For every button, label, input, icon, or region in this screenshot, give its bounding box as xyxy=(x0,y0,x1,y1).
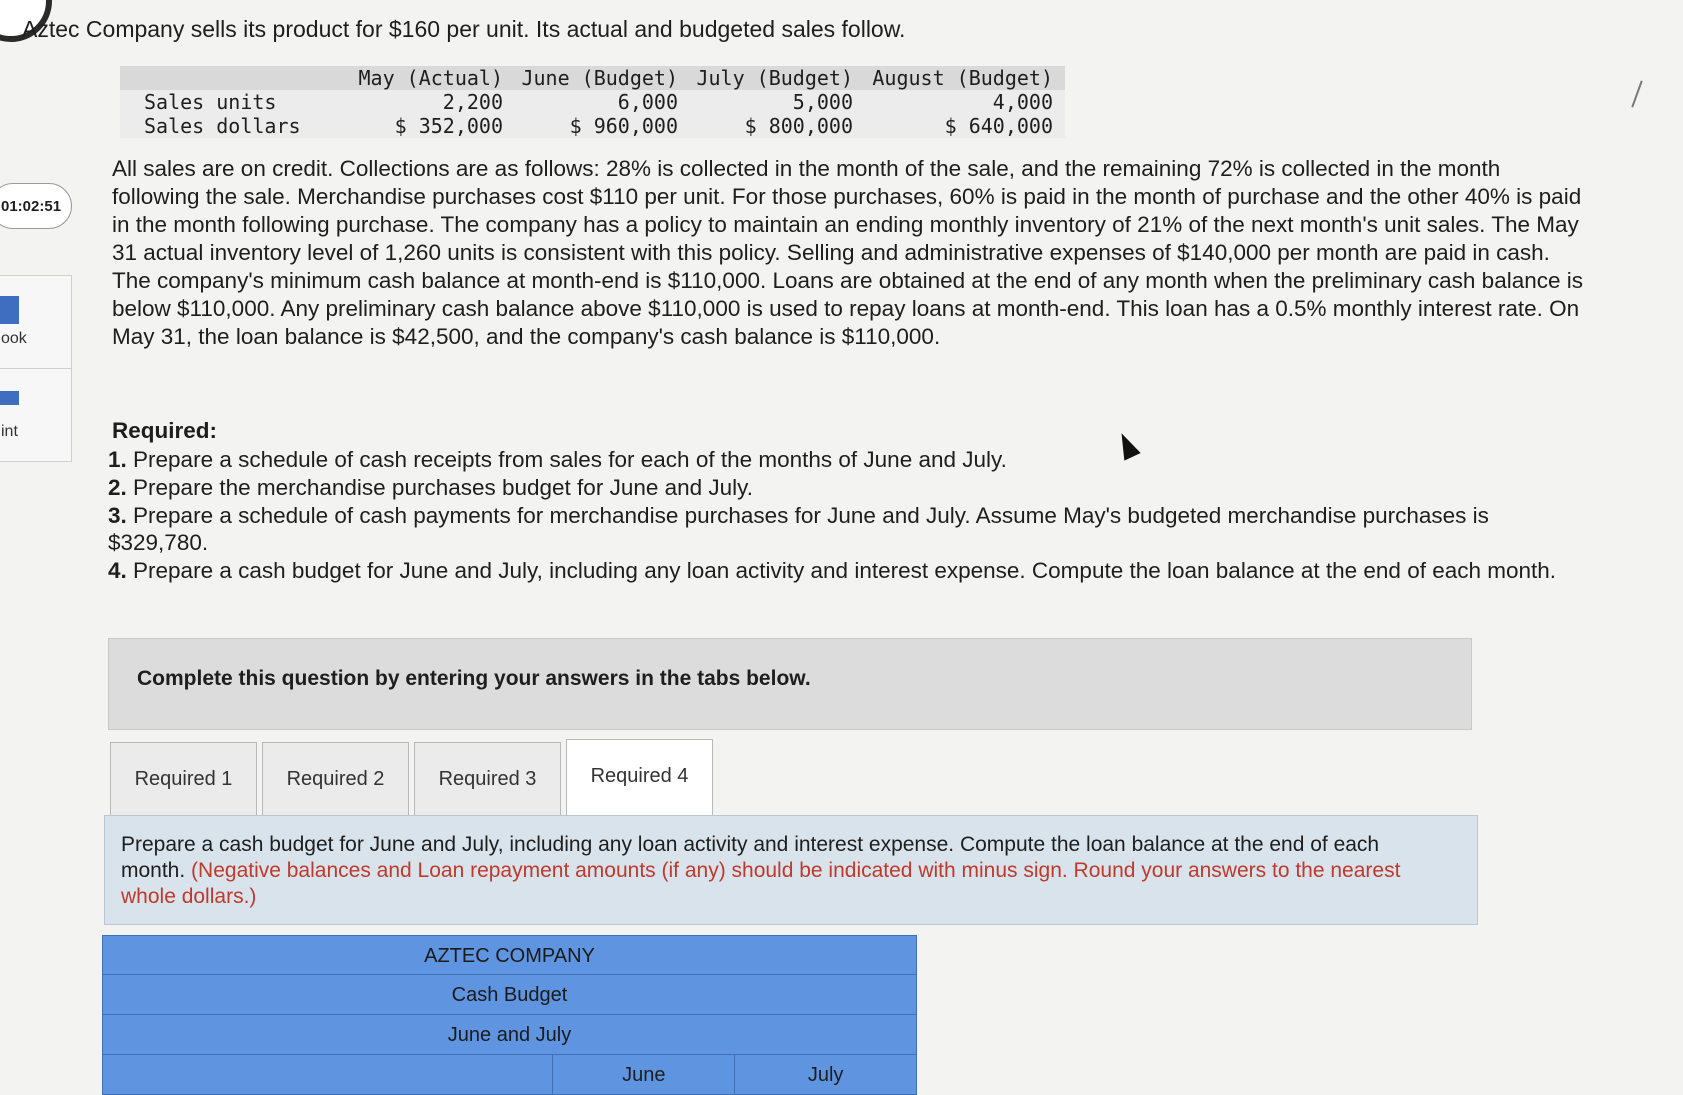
left-sidebar xyxy=(0,0,75,1084)
instructions-main: Prepare a cash budget for June and July, including any loan activity and interest expense. Compute the loan balance at the end of each month. xyxy=(121,833,1380,882)
table-cell: $ 352,000 xyxy=(394,114,503,138)
item-text: Prepare a cash budget for June and July, including any loan activity and interest expense. Compute the loan balance at the end of each month. xyxy=(133,558,1557,583)
budget-company: AZTEC COMPANY xyxy=(102,935,917,975)
complete-banner xyxy=(108,638,1472,730)
budget-column-header xyxy=(102,1055,917,1095)
item-number: 4. xyxy=(108,558,127,583)
required-list xyxy=(108,446,1588,585)
table-cell: $ 800,000 xyxy=(744,114,853,138)
table-cell: $ 960,000 xyxy=(569,114,678,138)
header-cell: June (Budget) xyxy=(521,66,678,90)
timer-badge: 01:02:51 xyxy=(0,183,72,229)
item-text: Prepare a schedule of cash receipts from sales for each of the months of June and July. xyxy=(133,447,1007,472)
sales-table-header xyxy=(120,66,1065,90)
list-item xyxy=(108,446,1588,473)
header-blank xyxy=(103,1055,552,1095)
ebook-button[interactable] xyxy=(0,275,72,369)
list-item xyxy=(108,502,1588,556)
complete-prompt: Complete this question by entering your answers in the tabs below. xyxy=(137,667,811,690)
table-row xyxy=(120,90,1065,114)
scroll-mark xyxy=(1631,81,1642,108)
table-cell: 6,000 xyxy=(617,90,678,114)
list-item xyxy=(108,557,1588,584)
book-icon xyxy=(0,296,19,324)
column-june: June xyxy=(552,1055,734,1095)
row-label: Sales dollars xyxy=(144,114,301,138)
tab-required-2[interactable]: Required 2 xyxy=(262,742,409,816)
print-label: int xyxy=(1,423,18,440)
tab-required-1[interactable]: Required 1 xyxy=(110,742,257,816)
sales-table xyxy=(120,66,1065,138)
column-july: July xyxy=(734,1055,916,1095)
header-cell: July (Budget) xyxy=(696,66,853,90)
tab-required-4[interactable]: Required 4 xyxy=(566,739,713,817)
required-heading: Required: xyxy=(112,418,218,443)
instructions-text xyxy=(121,832,1441,910)
table-cell: 4,000 xyxy=(992,90,1053,114)
table-cell: 5,000 xyxy=(792,90,853,114)
intro-text: Aztec Company sells its product for $160 per unit. Its actual and budgeted sales follow. xyxy=(22,16,906,42)
budget-period: June and July xyxy=(102,1015,917,1055)
item-number: 1. xyxy=(108,447,127,472)
ebook-label: ook xyxy=(1,330,27,347)
item-text: Prepare a schedule of cash payments for merchandise purchases for June and July. Assume May's budgeted merchandise purchases is $329,780. xyxy=(108,503,1489,555)
table-row xyxy=(120,114,1065,138)
table-cell: 2,200 xyxy=(442,90,503,114)
table-cell: $ 640,000 xyxy=(944,114,1053,138)
list-item xyxy=(108,474,1588,501)
header-cell xyxy=(120,66,340,90)
instructions-hint: (Negative balances and Loan repayment amounts (if any) should be indicated with minus sign. Round your answers to the nearest whole dollars.) xyxy=(121,859,1401,908)
header-cell: May (Actual) xyxy=(358,66,503,90)
budget-title: Cash Budget xyxy=(102,975,917,1015)
instructions-box xyxy=(104,815,1478,925)
problem-paragraph: All sales are on credit. Collections are as follows: 28% is collected in the month of the sale, and the remaining 72% is collected in the month following the sale. Merchandise purchases cost $110 per unit. For those purchases, 60% is paid in the month of purchase and the other 40% is paid in the month following purchase. The company has a policy to maintain an ending monthly inventory of 21% of the next month's unit sales. The May 31 actual inventory level of 1,260 units is consistent with this policy. Selling and administrative expenses of $140,000 per month are paid in cash. The company's minimum cash balance at month-end is $110,000. Loans are obtained at the end of any month when the preliminary cash balance is below $110,000. Any preliminary cash balance above $110,000 is used to repay loans at month-end. This loan has a 0.5% monthly interest rate. On May 31, the loan balance is $42,500, and the company's cash balance is $110,000. xyxy=(112,156,1583,349)
tab-required-3[interactable]: Required 3 xyxy=(414,742,561,816)
print-button[interactable] xyxy=(0,368,72,462)
item-number: 2. xyxy=(108,475,127,500)
header-cell: August (Budget) xyxy=(872,66,1053,90)
item-text: Prepare the merchandise purchases budget for June and July. xyxy=(133,475,753,500)
printer-icon xyxy=(0,391,19,405)
row-label: Sales units xyxy=(144,90,277,114)
item-number: 3. xyxy=(108,503,127,528)
cash-budget-table xyxy=(102,935,917,1095)
